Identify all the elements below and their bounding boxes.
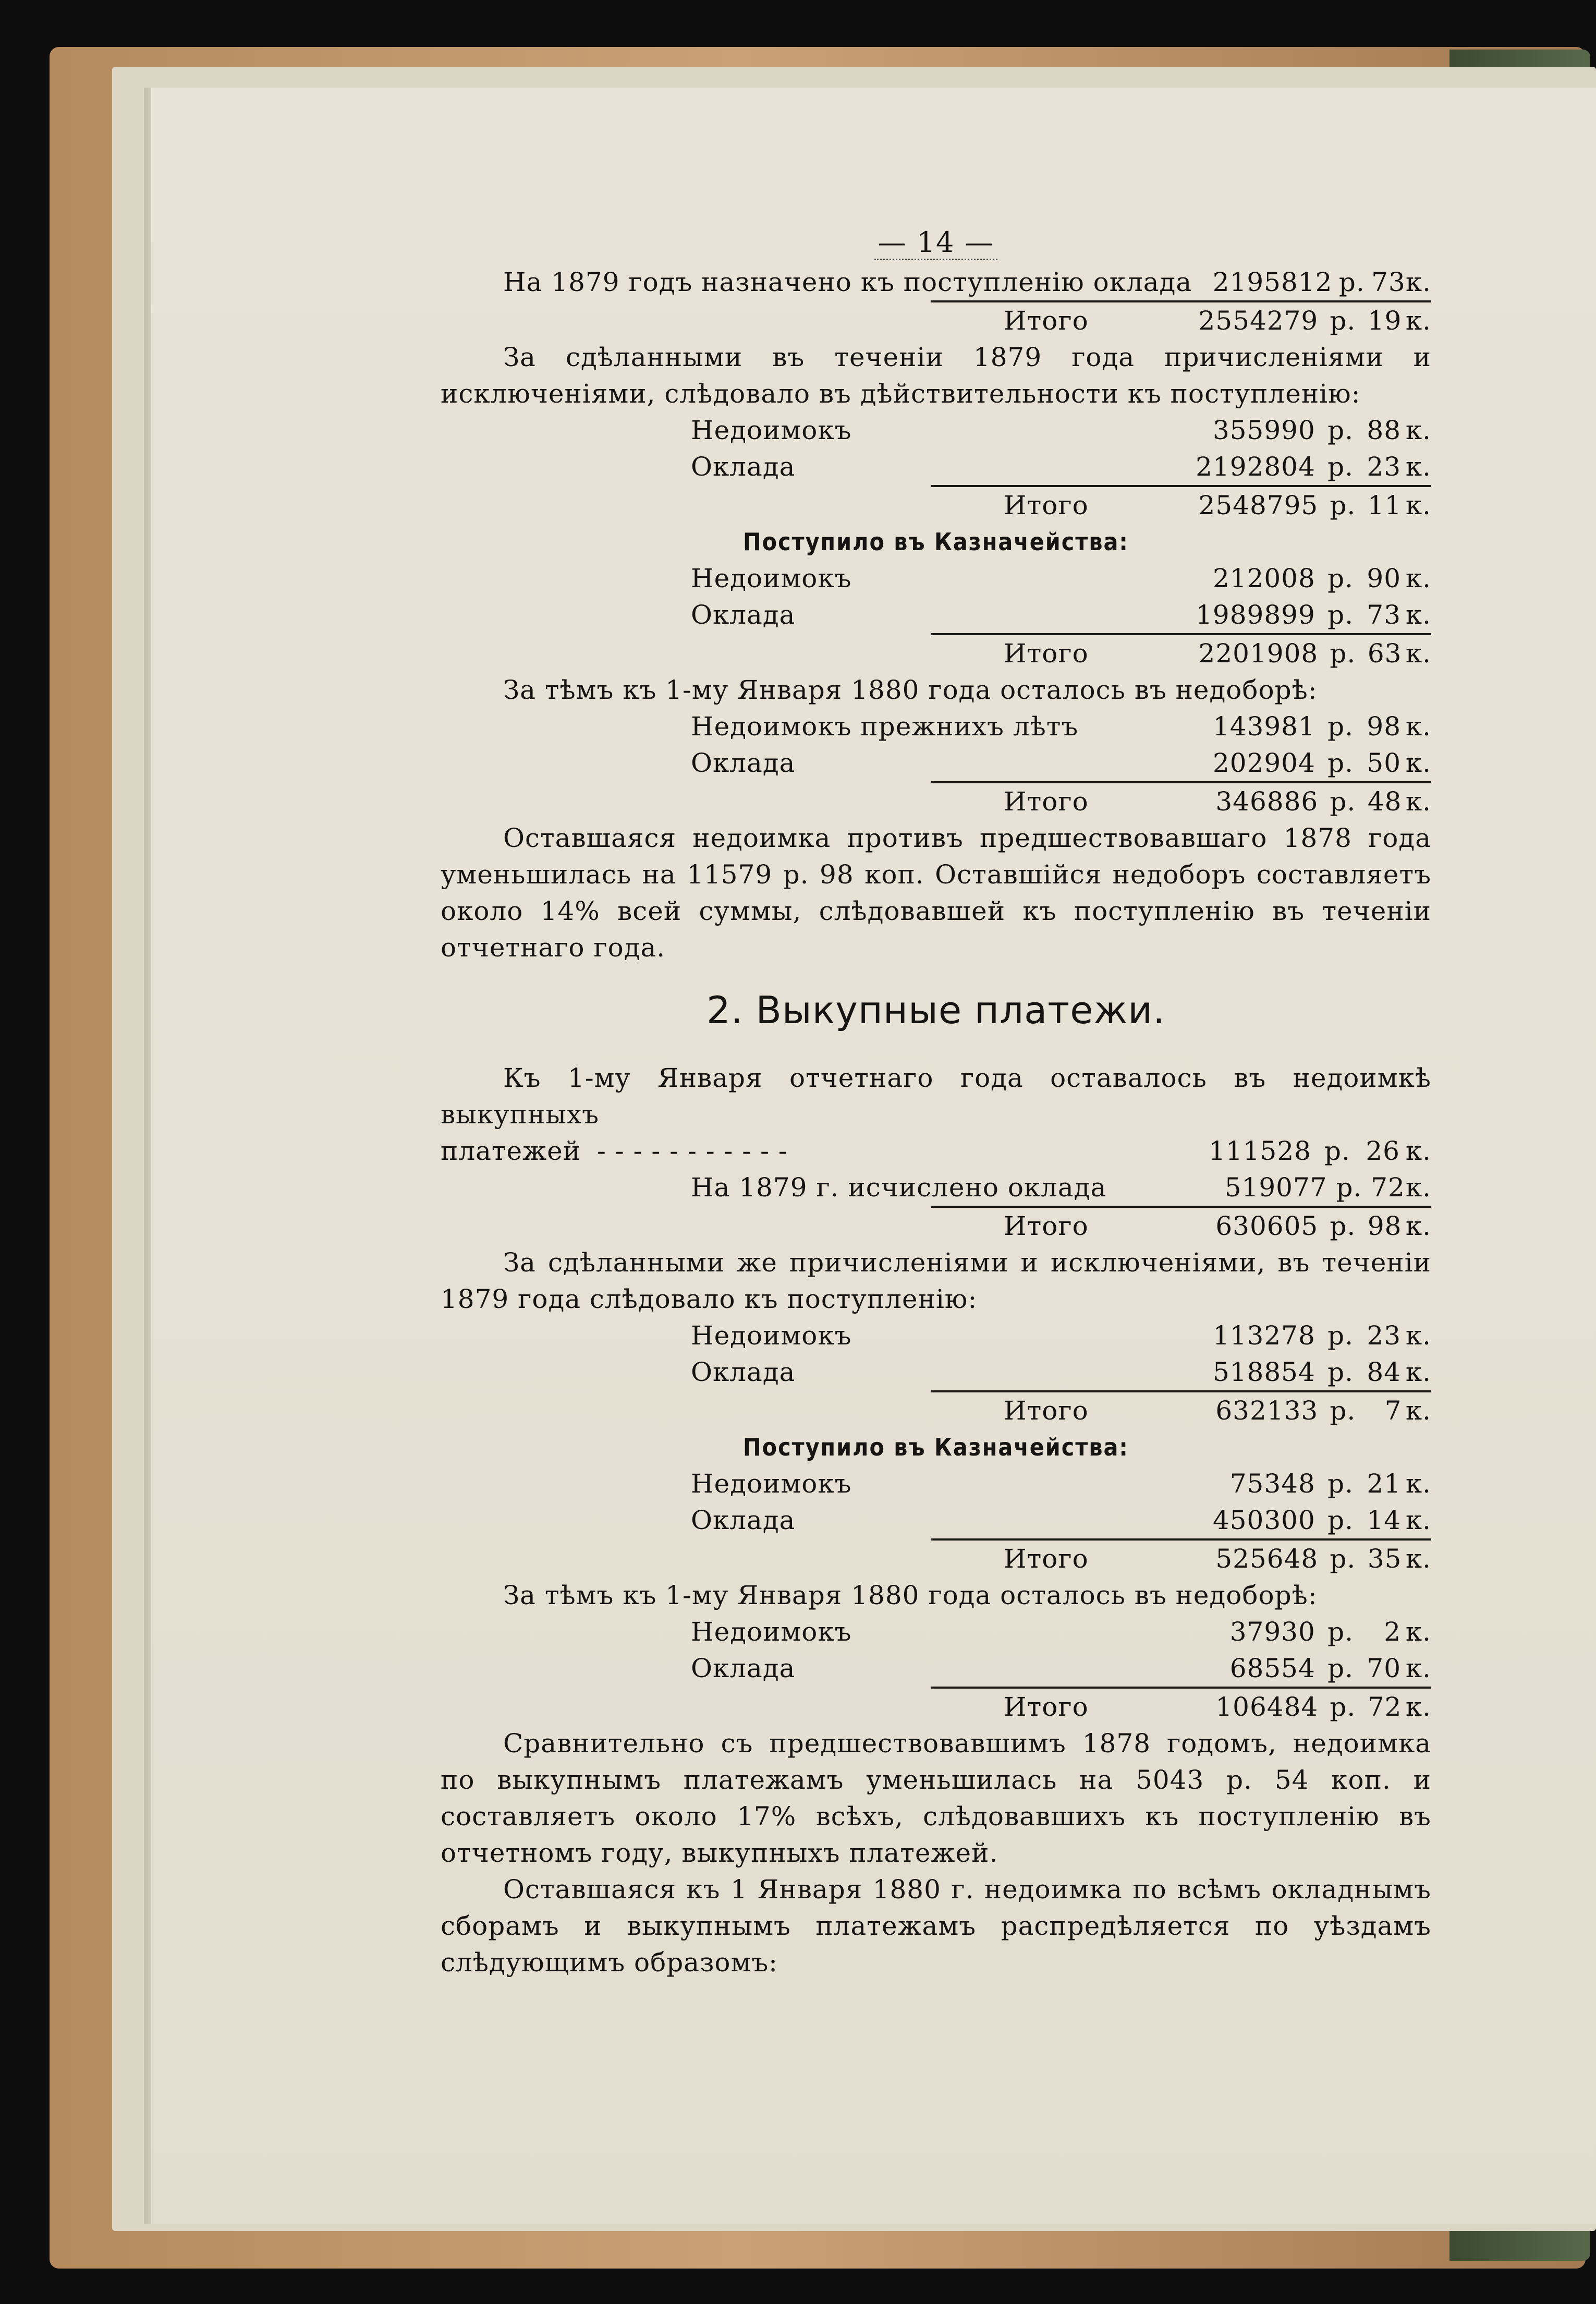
table-row: Недоимокъ 355990 р. 88 к. [691, 415, 1431, 445]
table-row: Недоимокъ прежнихъ лѣтъ 143981 р. 98 к. [691, 711, 1431, 742]
table-row: Недоимокъ 75348 р. 21 к. [691, 1469, 1431, 1499]
table-row: Недоимокъ 113278 р. 23 к. [691, 1320, 1431, 1351]
table-row: Оклада 2192804 р. 23 к. [691, 452, 1431, 482]
subheading: Поступило въ Казначейства: [743, 528, 1129, 556]
total-row: Итого 2201908 р. 63 к. [1004, 638, 1431, 669]
table-row: Оклада 518854 р. 84 к. [691, 1357, 1431, 1387]
paragraph: За сдѣланными въ теченіи 1879 года причисленіями и исключеніями, слѣдовало въ дѣйствительности къ поступленію: [441, 342, 1431, 409]
table-rows [441, 1317, 1431, 1390]
table-rows [441, 708, 1431, 781]
table-row: Оклада 450300 р. 14 к. [691, 1505, 1431, 1535]
table-row: Недоимокъ 212008 р. 90 к. [691, 563, 1431, 593]
section-title: 2. Выкупные платежи. [706, 988, 1166, 1032]
paragraph: Оставшаяся къ 1 Января 1880 г. недоимка по всѣмъ окладнымъ сборамъ и выкупнымъ платежамъ распредѣляется по уѣздамъ слѣдующимъ образомъ: [441, 1874, 1431, 1978]
total-row: Итого 632133 р. 7 к. [1004, 1396, 1431, 1426]
subheading: Поступило въ Казначейства: [743, 1433, 1129, 1461]
paragraph: За сдѣланными же причисленіями и исключеніями, въ теченіи 1879 года слѣдовало къ поступленію: [441, 1247, 1431, 1314]
table-row: Оклада 1989899 р. 73 к. [691, 600, 1431, 630]
paragraph: За тѣмъ къ 1-му Января 1880 года осталось въ недоборѣ: [503, 675, 1318, 705]
total-row: Итого 106484 р. 72 к. [1004, 1692, 1431, 1722]
table-rows [441, 412, 1431, 485]
page-text [441, 224, 1431, 1981]
total-row: Итого 525648 р. 35 к. [1004, 1544, 1431, 1574]
table-rows [441, 560, 1431, 633]
table-row: Оклада 68554 р. 70 к. [691, 1653, 1431, 1683]
paragraph: За тѣмъ къ 1-му Января 1880 года осталось въ недоборѣ: [503, 1580, 1318, 1610]
table-row: Оклада 202904 р. 50 к. [691, 748, 1431, 778]
total-row: Итого 346886 р. 48 к. [1004, 786, 1431, 817]
table-row: Недоимокъ 37930 р. 2 к. [691, 1617, 1431, 1647]
total-row: Итого 2554279 р. 19 к. [1004, 306, 1431, 336]
table-rows [441, 1465, 1431, 1538]
table-rows [441, 1614, 1431, 1687]
total-row: Итого 630605 р. 98 к. [1004, 1211, 1431, 1241]
paragraph: Сравнительно съ предшествовавшимъ 1878 годомъ, недоимка по выкупнымъ платежамъ уменьшилась на 5043 р. 54 коп. и составляетъ около 17% всѣхъ, слѣдовавшихъ къ поступленію въ отчетномъ году, выкупныхъ платежей. [441, 1728, 1431, 1868]
assigned-row: На 1879 годъ назначено къ поступленію оклада 2195812 р. 73 к. [503, 267, 1431, 297]
paragraph: Къ 1-му Января отчетнаго года оставалось въ недоимкѣ выкупныхъ [441, 1063, 1431, 1130]
paragraph: Оставшаяся недоимка противъ предшествовавшаго 1878 года уменьшилась на 11579 р. 98 коп. Оставшійся недоборъ составляетъ около 14% всей суммы, слѣдовавшей къ поступленію въ теченіи отчетнаго года. [441, 823, 1431, 963]
table-row: платежей - - - - - - - - - - - 111528 р. 26 к. [441, 1136, 1431, 1166]
page-number: — 14 — [441, 224, 1431, 261]
total-row: Итого 2548795 р. 11 к. [1004, 490, 1431, 520]
table-row: На 1879 г. исчислено оклада 519077 р. 72 к. [691, 1172, 1431, 1203]
